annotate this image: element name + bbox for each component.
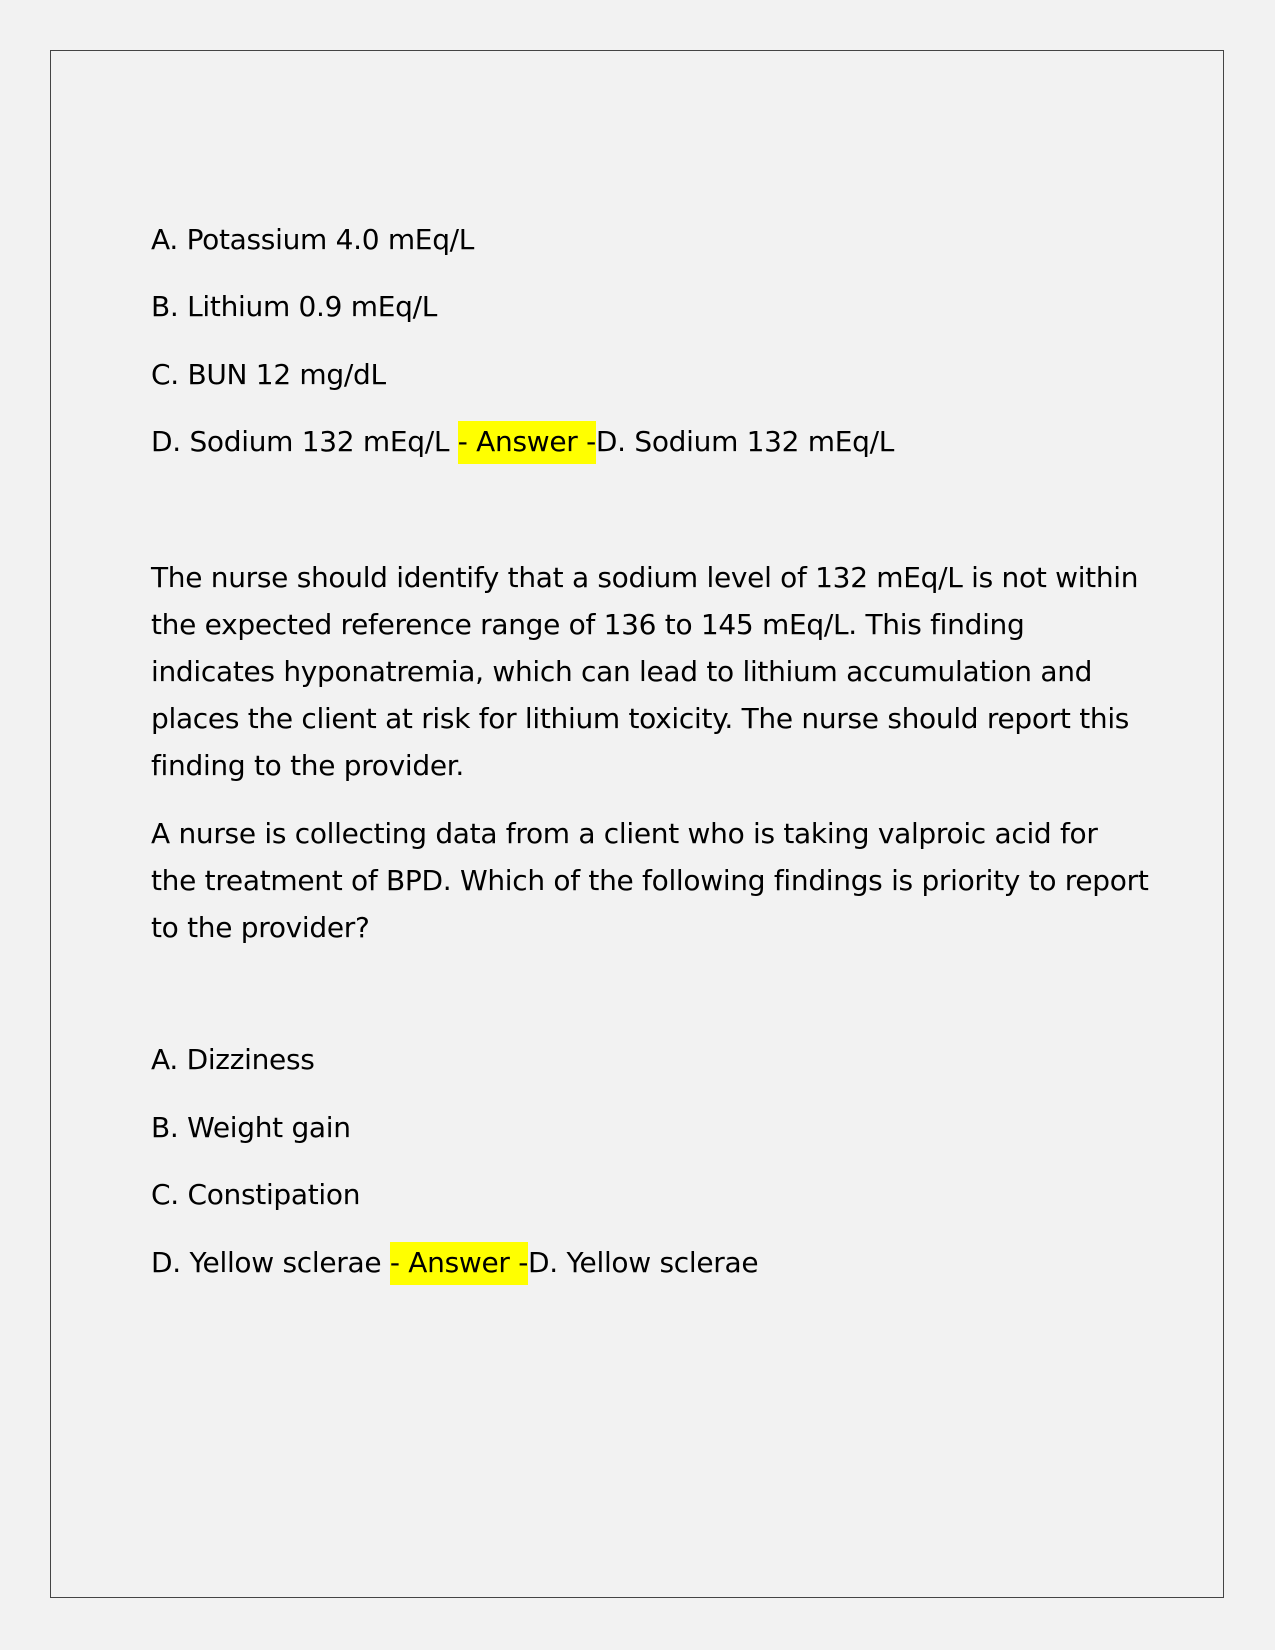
- q2-option-b: B. Weight gain: [151, 1111, 351, 1144]
- q1-option-b: B. Lithium 0.9 mEq/L: [151, 290, 438, 323]
- q2-question-text: A nurse is collecting data from a client who is taking valproic acid for the treatment of BPD. Which of the following findings is priority to report to the provider?: [151, 817, 1149, 944]
- q1-answer-text: D. Sodium 132 mEq/L: [595, 425, 895, 458]
- q1-rationale-text: The nurse should identify that a sodium level of 132 mEq/L is not within the expected reference range of 136 to 145 mEq/L. This finding indicates hyponatremia, which can lead to lithium accumulation and places the client at risk for lithium toxicity. The nurse should report this finding to the provider.: [151, 561, 1139, 782]
- q2-option-d: D. Yellow sclerae: [151, 1246, 390, 1279]
- q2-question: [151, 810, 1151, 951]
- q1-rationale: [151, 554, 1151, 789]
- q1-option-a: A. Potassium 4.0 mEq/L: [151, 223, 475, 256]
- q2-answer-marker: - Answer -: [390, 1242, 528, 1285]
- q1-option-d-line: [151, 425, 895, 458]
- q1-option-c: C. BUN 12 mg/dL: [151, 358, 386, 391]
- q2-option-c: C. Constipation: [151, 1178, 361, 1211]
- q2-option-a: A. Dizziness: [151, 1043, 315, 1076]
- q1-answer-marker: - Answer -: [458, 421, 596, 464]
- q2-option-d-line: [151, 1246, 759, 1279]
- q1-option-d: D. Sodium 132 mEq/L: [151, 425, 458, 458]
- q2-answer-text: D. Yellow sclerae: [528, 1246, 759, 1279]
